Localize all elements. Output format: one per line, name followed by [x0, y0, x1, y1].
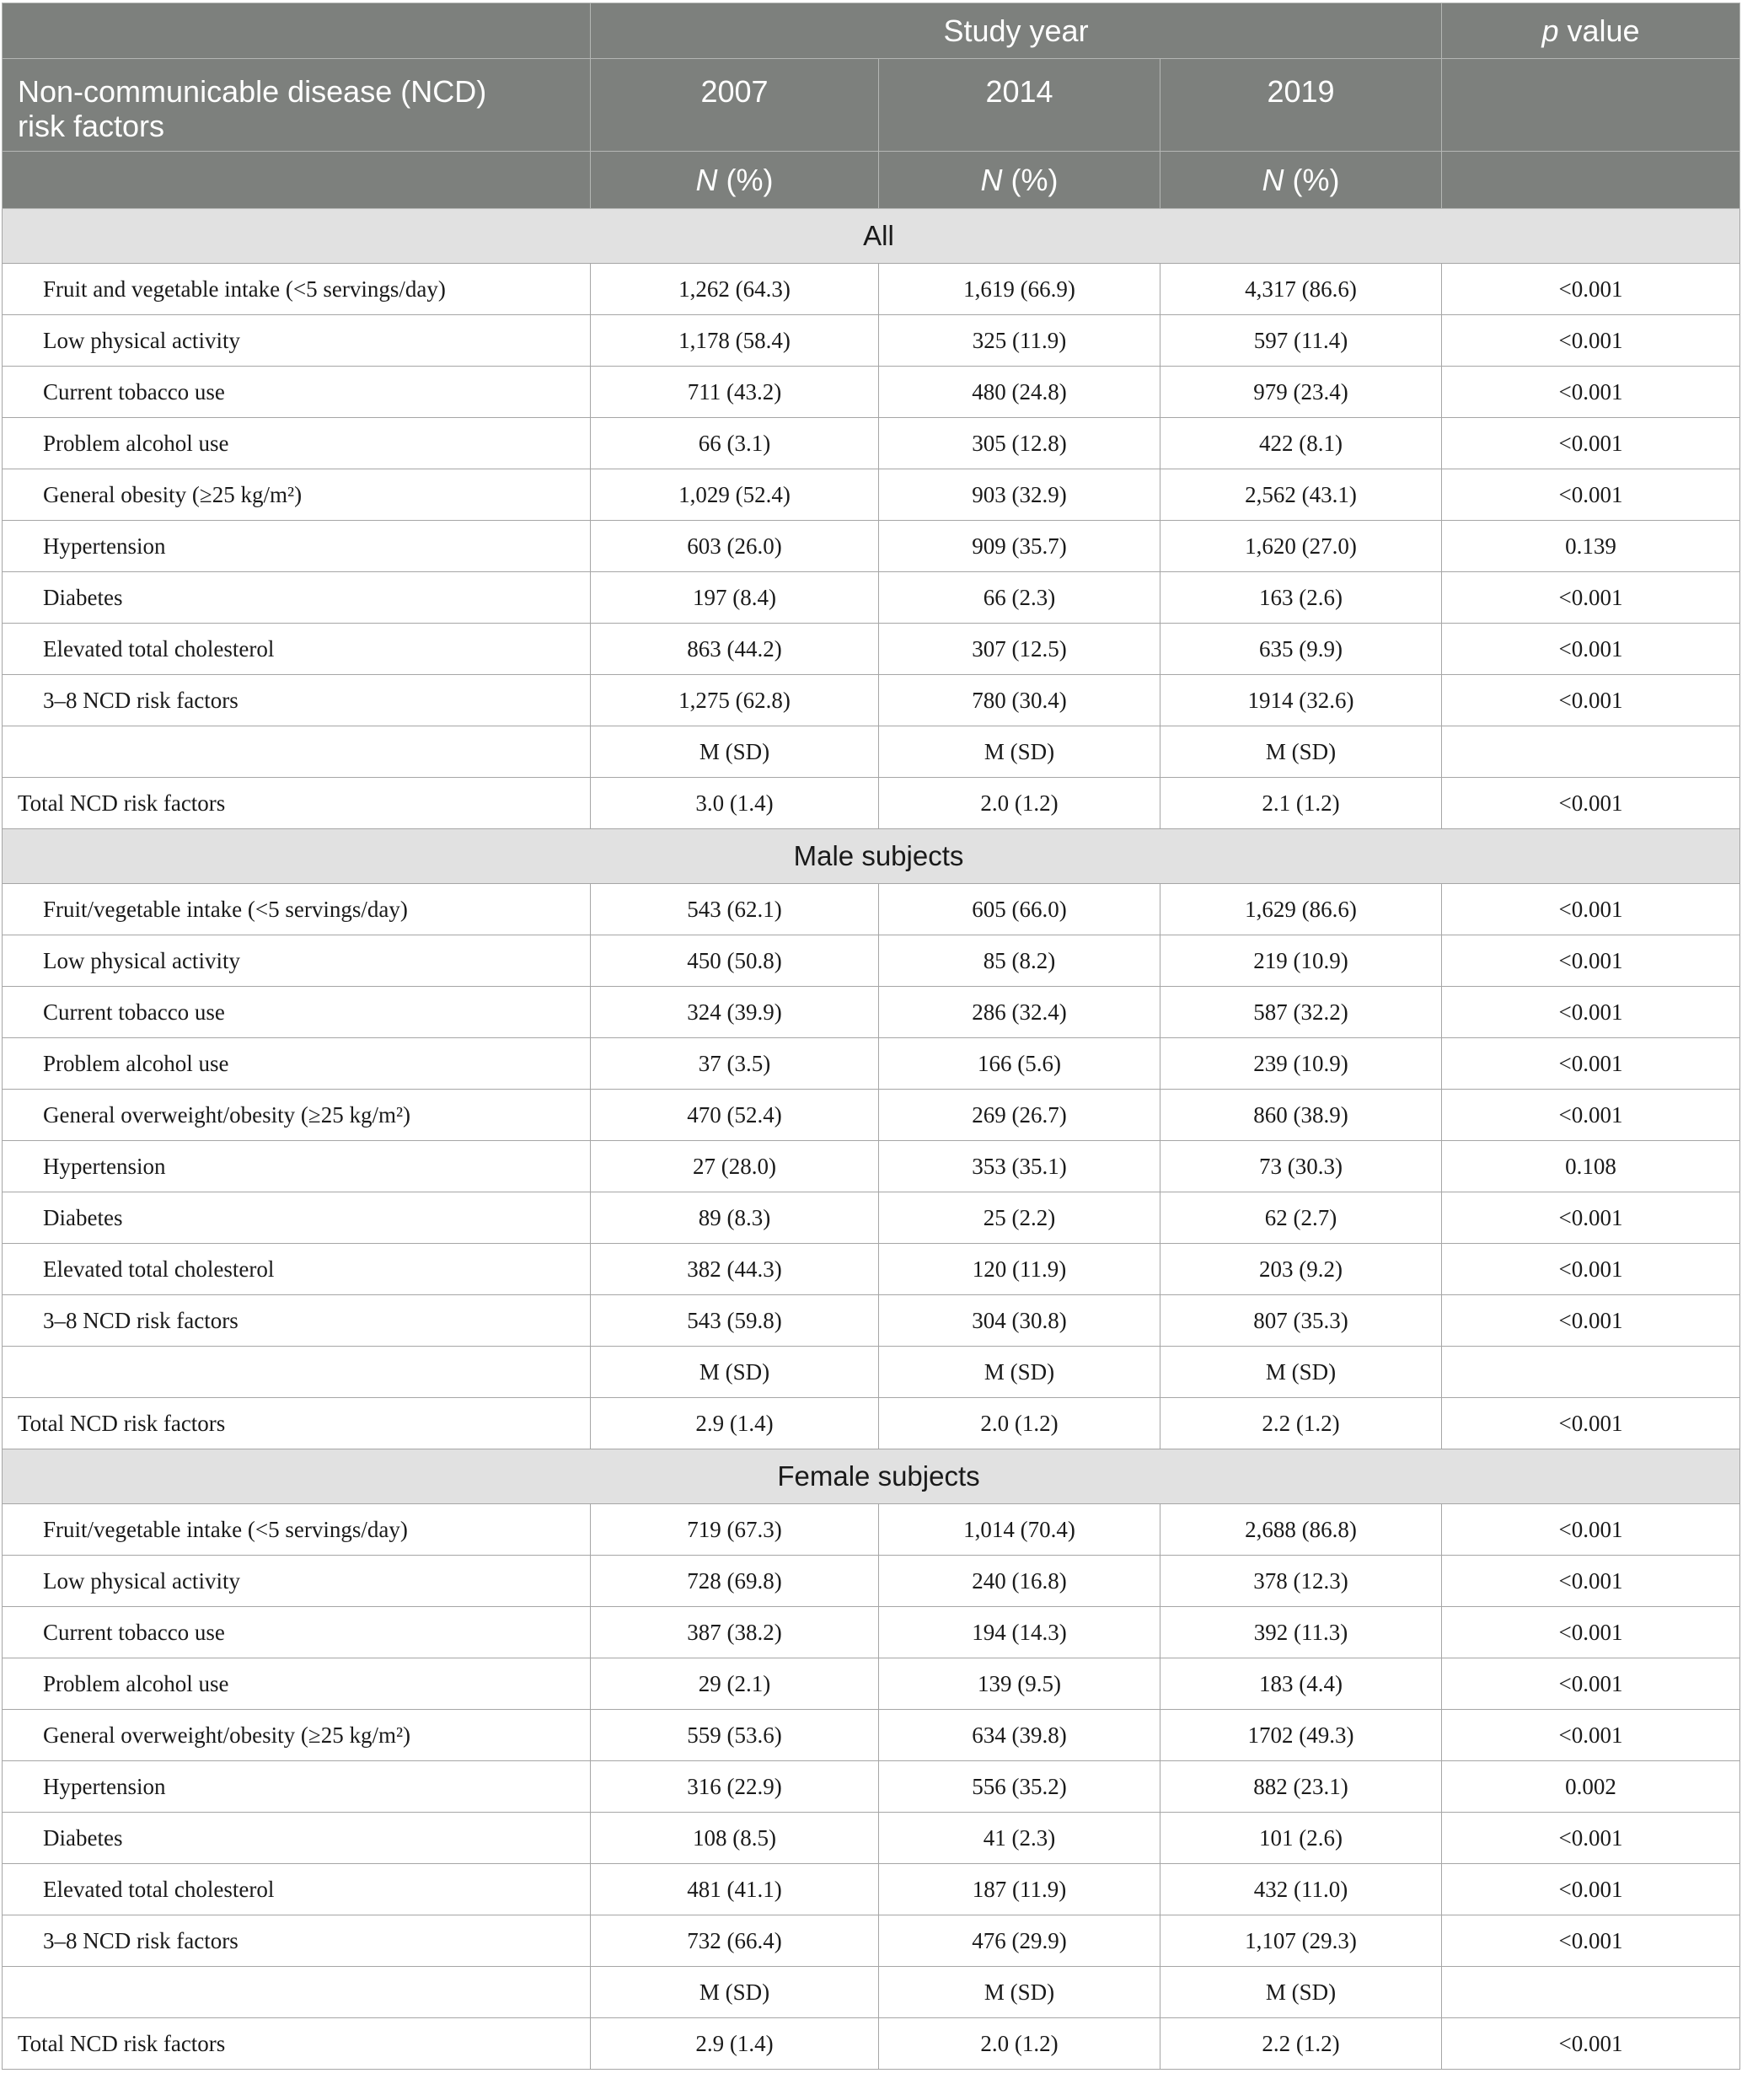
section-title: All: [3, 209, 1740, 264]
table-row: [3, 1347, 1740, 1398]
value-2019: 979 (23.4): [1160, 367, 1442, 418]
p-value: <0.001: [1442, 572, 1740, 624]
value-2007: 863 (44.2): [591, 624, 879, 675]
value-2007: 66 (3.1): [591, 418, 879, 469]
p-value: <0.001: [1442, 367, 1740, 418]
study-year-heading: Study year: [591, 3, 1442, 59]
value-2014: M (SD): [879, 726, 1160, 778]
p-value: <0.001: [1442, 1607, 1740, 1658]
row-label-heading: [3, 59, 591, 152]
value-2007: 543 (62.1): [591, 884, 879, 935]
row-label: Hypertension: [3, 1761, 591, 1813]
value-2014: 903 (32.9): [879, 469, 1160, 521]
table-row: [3, 1864, 1740, 1915]
p-value: [1442, 1967, 1740, 2018]
value-2014: 605 (66.0): [879, 884, 1160, 935]
header-empty-cell: [1442, 152, 1740, 209]
value-2014: 85 (8.2): [879, 935, 1160, 987]
row-label: Low physical activity: [3, 1556, 591, 1607]
section-row: [3, 1449, 1740, 1504]
row-label: 3–8 NCD risk factors: [3, 1295, 591, 1347]
year-2019-heading: 2019: [1160, 59, 1442, 152]
table-row: [3, 264, 1740, 315]
value-2014: 194 (14.3): [879, 1607, 1160, 1658]
p-value: <0.001: [1442, 1398, 1740, 1449]
value-2007: 1,262 (64.3): [591, 264, 879, 315]
value-2019: 1702 (49.3): [1160, 1710, 1442, 1761]
p-value-italic: p: [1541, 13, 1559, 48]
p-value: 0.002: [1442, 1761, 1740, 1813]
value-2007: 27 (28.0): [591, 1141, 879, 1192]
section-row: [3, 829, 1740, 884]
p-value: <0.001: [1442, 624, 1740, 675]
value-2014: 909 (35.7): [879, 521, 1160, 572]
value-2007: M (SD): [591, 1347, 879, 1398]
n-percent: (%): [1284, 162, 1340, 197]
value-2014: M (SD): [879, 1967, 1160, 2018]
table-row: [3, 726, 1740, 778]
row-label: 3–8 NCD risk factors: [3, 675, 591, 726]
value-2014: 2.0 (1.2): [879, 1398, 1160, 1449]
p-value: <0.001: [1442, 1504, 1740, 1556]
unit-heading-2019: [1160, 152, 1442, 209]
value-2014: 1,014 (70.4): [879, 1504, 1160, 1556]
value-2014: 476 (29.9): [879, 1915, 1160, 1967]
row-label: Fruit/vegetable intake (<5 servings/day): [3, 884, 591, 935]
p-value: <0.001: [1442, 1710, 1740, 1761]
row-label: Current tobacco use: [3, 1607, 591, 1658]
table-row: [3, 675, 1740, 726]
p-value: [1442, 1347, 1740, 1398]
value-2007: 559 (53.6): [591, 1710, 879, 1761]
p-value: <0.001: [1442, 1244, 1740, 1295]
unit-heading-2014: [879, 152, 1160, 209]
row-label: Current tobacco use: [3, 987, 591, 1038]
value-2019: 2.2 (1.2): [1160, 2018, 1442, 2070]
year-2014-heading: 2014: [879, 59, 1160, 152]
row-label: Total NCD risk factors: [3, 2018, 591, 2070]
value-2014: 353 (35.1): [879, 1141, 1160, 1192]
row-label: General obesity (≥25 kg/m²): [3, 469, 591, 521]
row-label: Low physical activity: [3, 935, 591, 987]
table-row: [3, 1504, 1740, 1556]
value-2007: 1,178 (58.4): [591, 315, 879, 367]
table-row: [3, 935, 1740, 987]
value-2019: 183 (4.4): [1160, 1658, 1442, 1710]
row-label: Fruit and vegetable intake (<5 servings/day): [3, 264, 591, 315]
table-row: [3, 418, 1740, 469]
year-2007-heading: 2007: [591, 59, 879, 152]
value-2007: 2.9 (1.4): [591, 2018, 879, 2070]
value-2014: 480 (24.8): [879, 367, 1160, 418]
value-2019: 1914 (32.6): [1160, 675, 1442, 726]
value-2019: 378 (12.3): [1160, 1556, 1442, 1607]
value-2007: 89 (8.3): [591, 1192, 879, 1244]
p-value: 0.108: [1442, 1141, 1740, 1192]
value-2019: 587 (32.2): [1160, 987, 1442, 1038]
p-value: <0.001: [1442, 1658, 1740, 1710]
table-row: [3, 1398, 1740, 1449]
value-2014: 1,619 (66.9): [879, 264, 1160, 315]
table-row: [3, 572, 1740, 624]
value-2014: 304 (30.8): [879, 1295, 1160, 1347]
header-row-units: [3, 152, 1740, 209]
value-2014: 166 (5.6): [879, 1038, 1160, 1090]
table-row: [3, 2018, 1740, 2070]
p-value: <0.001: [1442, 1813, 1740, 1864]
table-row: [3, 1192, 1740, 1244]
value-2014: 139 (9.5): [879, 1658, 1160, 1710]
value-2019: 882 (23.1): [1160, 1761, 1442, 1813]
section-title: Female subjects: [3, 1449, 1740, 1504]
value-2019: 1,629 (86.6): [1160, 884, 1442, 935]
value-2014: 25 (2.2): [879, 1192, 1160, 1244]
value-2007: 450 (50.8): [591, 935, 879, 987]
table-row: [3, 1295, 1740, 1347]
header-empty-cell: [3, 3, 591, 59]
p-value: [1442, 726, 1740, 778]
value-2007: 382 (44.3): [591, 1244, 879, 1295]
row-label: Problem alcohol use: [3, 418, 591, 469]
p-value: <0.001: [1442, 987, 1740, 1038]
value-2007: 603 (26.0): [591, 521, 879, 572]
value-2019: 2.1 (1.2): [1160, 778, 1442, 829]
value-2007: 29 (2.1): [591, 1658, 879, 1710]
row-label-line-1: Non-communicable disease (NCD): [18, 74, 487, 109]
value-2014: 240 (16.8): [879, 1556, 1160, 1607]
header-empty-cell: [3, 152, 591, 209]
value-2007: 711 (43.2): [591, 367, 879, 418]
value-2007: 108 (8.5): [591, 1813, 879, 1864]
value-2014: 325 (11.9): [879, 315, 1160, 367]
value-2014: 187 (11.9): [879, 1864, 1160, 1915]
value-2019: 203 (9.2): [1160, 1244, 1442, 1295]
value-2007: 316 (22.9): [591, 1761, 879, 1813]
value-2019: 422 (8.1): [1160, 418, 1442, 469]
table-body: [3, 209, 1740, 2070]
value-2019: M (SD): [1160, 726, 1442, 778]
table-row: [3, 315, 1740, 367]
value-2019: 73 (30.3): [1160, 1141, 1442, 1192]
row-label: Total NCD risk factors: [3, 778, 591, 829]
row-label: Diabetes: [3, 1813, 591, 1864]
value-2019: 219 (10.9): [1160, 935, 1442, 987]
n-letter: N: [1262, 162, 1284, 197]
row-label: Low physical activity: [3, 315, 591, 367]
n-percent: (%): [1002, 162, 1059, 197]
value-2007: 37 (3.5): [591, 1038, 879, 1090]
p-value-rest: value: [1558, 13, 1640, 48]
n-percent: (%): [717, 162, 774, 197]
value-2014: 2.0 (1.2): [879, 2018, 1160, 2070]
value-2014: M (SD): [879, 1347, 1160, 1398]
value-2014: 66 (2.3): [879, 572, 1160, 624]
value-2019: 2.2 (1.2): [1160, 1398, 1442, 1449]
value-2019: 239 (10.9): [1160, 1038, 1442, 1090]
p-value: <0.001: [1442, 1915, 1740, 1967]
value-2007: 543 (59.8): [591, 1295, 879, 1347]
p-value: <0.001: [1442, 418, 1740, 469]
p-value: <0.001: [1442, 1090, 1740, 1141]
row-label: [3, 1347, 591, 1398]
p-value: <0.001: [1442, 675, 1740, 726]
row-label: 3–8 NCD risk factors: [3, 1915, 591, 1967]
value-2014: 556 (35.2): [879, 1761, 1160, 1813]
table-row: [3, 1090, 1740, 1141]
value-2014: 634 (39.8): [879, 1710, 1160, 1761]
table-row: [3, 778, 1740, 829]
table-row: [3, 521, 1740, 572]
table-row: [3, 367, 1740, 418]
value-2019: 2,688 (86.8): [1160, 1504, 1442, 1556]
row-label: Elevated total cholesterol: [3, 624, 591, 675]
value-2019: 62 (2.7): [1160, 1192, 1442, 1244]
value-2014: 269 (26.7): [879, 1090, 1160, 1141]
table-row: [3, 884, 1740, 935]
table-row: [3, 1038, 1740, 1090]
row-label: [3, 726, 591, 778]
table-row: [3, 987, 1740, 1038]
value-2007: 3.0 (1.4): [591, 778, 879, 829]
row-label: Fruit/vegetable intake (<5 servings/day): [3, 1504, 591, 1556]
row-label: General overweight/obesity (≥25 kg/m²): [3, 1090, 591, 1141]
n-letter: N: [980, 162, 1003, 197]
p-value-heading: [1442, 3, 1740, 59]
value-2007: M (SD): [591, 1967, 879, 2018]
row-label: Problem alcohol use: [3, 1038, 591, 1090]
value-2007: 728 (69.8): [591, 1556, 879, 1607]
value-2019: 2,562 (43.1): [1160, 469, 1442, 521]
row-label: Hypertension: [3, 521, 591, 572]
value-2007: 324 (39.9): [591, 987, 879, 1038]
p-value: <0.001: [1442, 935, 1740, 987]
p-value: <0.001: [1442, 1192, 1740, 1244]
table-row: [3, 1658, 1740, 1710]
row-label: General overweight/obesity (≥25 kg/m²): [3, 1710, 591, 1761]
unit-heading-2007: [591, 152, 879, 209]
value-2014: 305 (12.8): [879, 418, 1160, 469]
value-2014: 780 (30.4): [879, 675, 1160, 726]
value-2007: 1,275 (62.8): [591, 675, 879, 726]
value-2019: 432 (11.0): [1160, 1864, 1442, 1915]
header-row-years: [3, 59, 1740, 152]
p-value: <0.001: [1442, 884, 1740, 935]
row-label: Current tobacco use: [3, 367, 591, 418]
value-2019: 597 (11.4): [1160, 315, 1442, 367]
row-label: Problem alcohol use: [3, 1658, 591, 1710]
value-2019: 1,620 (27.0): [1160, 521, 1442, 572]
row-label: Hypertension: [3, 1141, 591, 1192]
section-title: Male subjects: [3, 829, 1740, 884]
p-value: <0.001: [1442, 315, 1740, 367]
value-2019: 4,317 (86.6): [1160, 264, 1442, 315]
p-value: <0.001: [1442, 1038, 1740, 1090]
table-row: [3, 1967, 1740, 2018]
n-letter: N: [695, 162, 718, 197]
row-label: [3, 1967, 591, 2018]
value-2019: 1,107 (29.3): [1160, 1915, 1442, 1967]
ncd-risk-factor-table: [2, 3, 1740, 2070]
value-2014: 41 (2.3): [879, 1813, 1160, 1864]
value-2014: 307 (12.5): [879, 624, 1160, 675]
p-value: <0.001: [1442, 2018, 1740, 2070]
value-2007: 387 (38.2): [591, 1607, 879, 1658]
p-value: <0.001: [1442, 1864, 1740, 1915]
header-row-study-year: [3, 3, 1740, 59]
value-2007: 719 (67.3): [591, 1504, 879, 1556]
table-row: [3, 1761, 1740, 1813]
header-empty-cell: [1442, 59, 1740, 152]
p-value: <0.001: [1442, 1556, 1740, 1607]
value-2019: 392 (11.3): [1160, 1607, 1442, 1658]
value-2019: 101 (2.6): [1160, 1813, 1442, 1864]
section-row: [3, 209, 1740, 264]
row-label: Elevated total cholesterol: [3, 1864, 591, 1915]
p-value: <0.001: [1442, 469, 1740, 521]
table-row: [3, 1915, 1740, 1967]
table-row: [3, 1813, 1740, 1864]
table-header: [3, 3, 1740, 209]
value-2007: 732 (66.4): [591, 1915, 879, 1967]
table-row: [3, 469, 1740, 521]
value-2007: 2.9 (1.4): [591, 1398, 879, 1449]
table-row: [3, 624, 1740, 675]
table-row: [3, 1141, 1740, 1192]
table-row: [3, 1556, 1740, 1607]
row-label-line-2: risk factors: [18, 109, 165, 143]
row-label: Elevated total cholesterol: [3, 1244, 591, 1295]
table-row: [3, 1244, 1740, 1295]
value-2019: M (SD): [1160, 1967, 1442, 2018]
value-2019: 635 (9.9): [1160, 624, 1442, 675]
value-2019: 163 (2.6): [1160, 572, 1442, 624]
value-2007: 197 (8.4): [591, 572, 879, 624]
value-2007: 470 (52.4): [591, 1090, 879, 1141]
p-value: <0.001: [1442, 264, 1740, 315]
row-label: Diabetes: [3, 1192, 591, 1244]
table-row: [3, 1607, 1740, 1658]
value-2007: 1,029 (52.4): [591, 469, 879, 521]
row-label: Diabetes: [3, 572, 591, 624]
p-value: 0.139: [1442, 521, 1740, 572]
value-2007: M (SD): [591, 726, 879, 778]
value-2019: 860 (38.9): [1160, 1090, 1442, 1141]
value-2019: M (SD): [1160, 1347, 1442, 1398]
value-2014: 2.0 (1.2): [879, 778, 1160, 829]
value-2014: 120 (11.9): [879, 1244, 1160, 1295]
row-label: Total NCD risk factors: [3, 1398, 591, 1449]
p-value: <0.001: [1442, 1295, 1740, 1347]
p-value: <0.001: [1442, 778, 1740, 829]
table-row: [3, 1710, 1740, 1761]
value-2019: 807 (35.3): [1160, 1295, 1442, 1347]
value-2014: 286 (32.4): [879, 987, 1160, 1038]
value-2007: 481 (41.1): [591, 1864, 879, 1915]
